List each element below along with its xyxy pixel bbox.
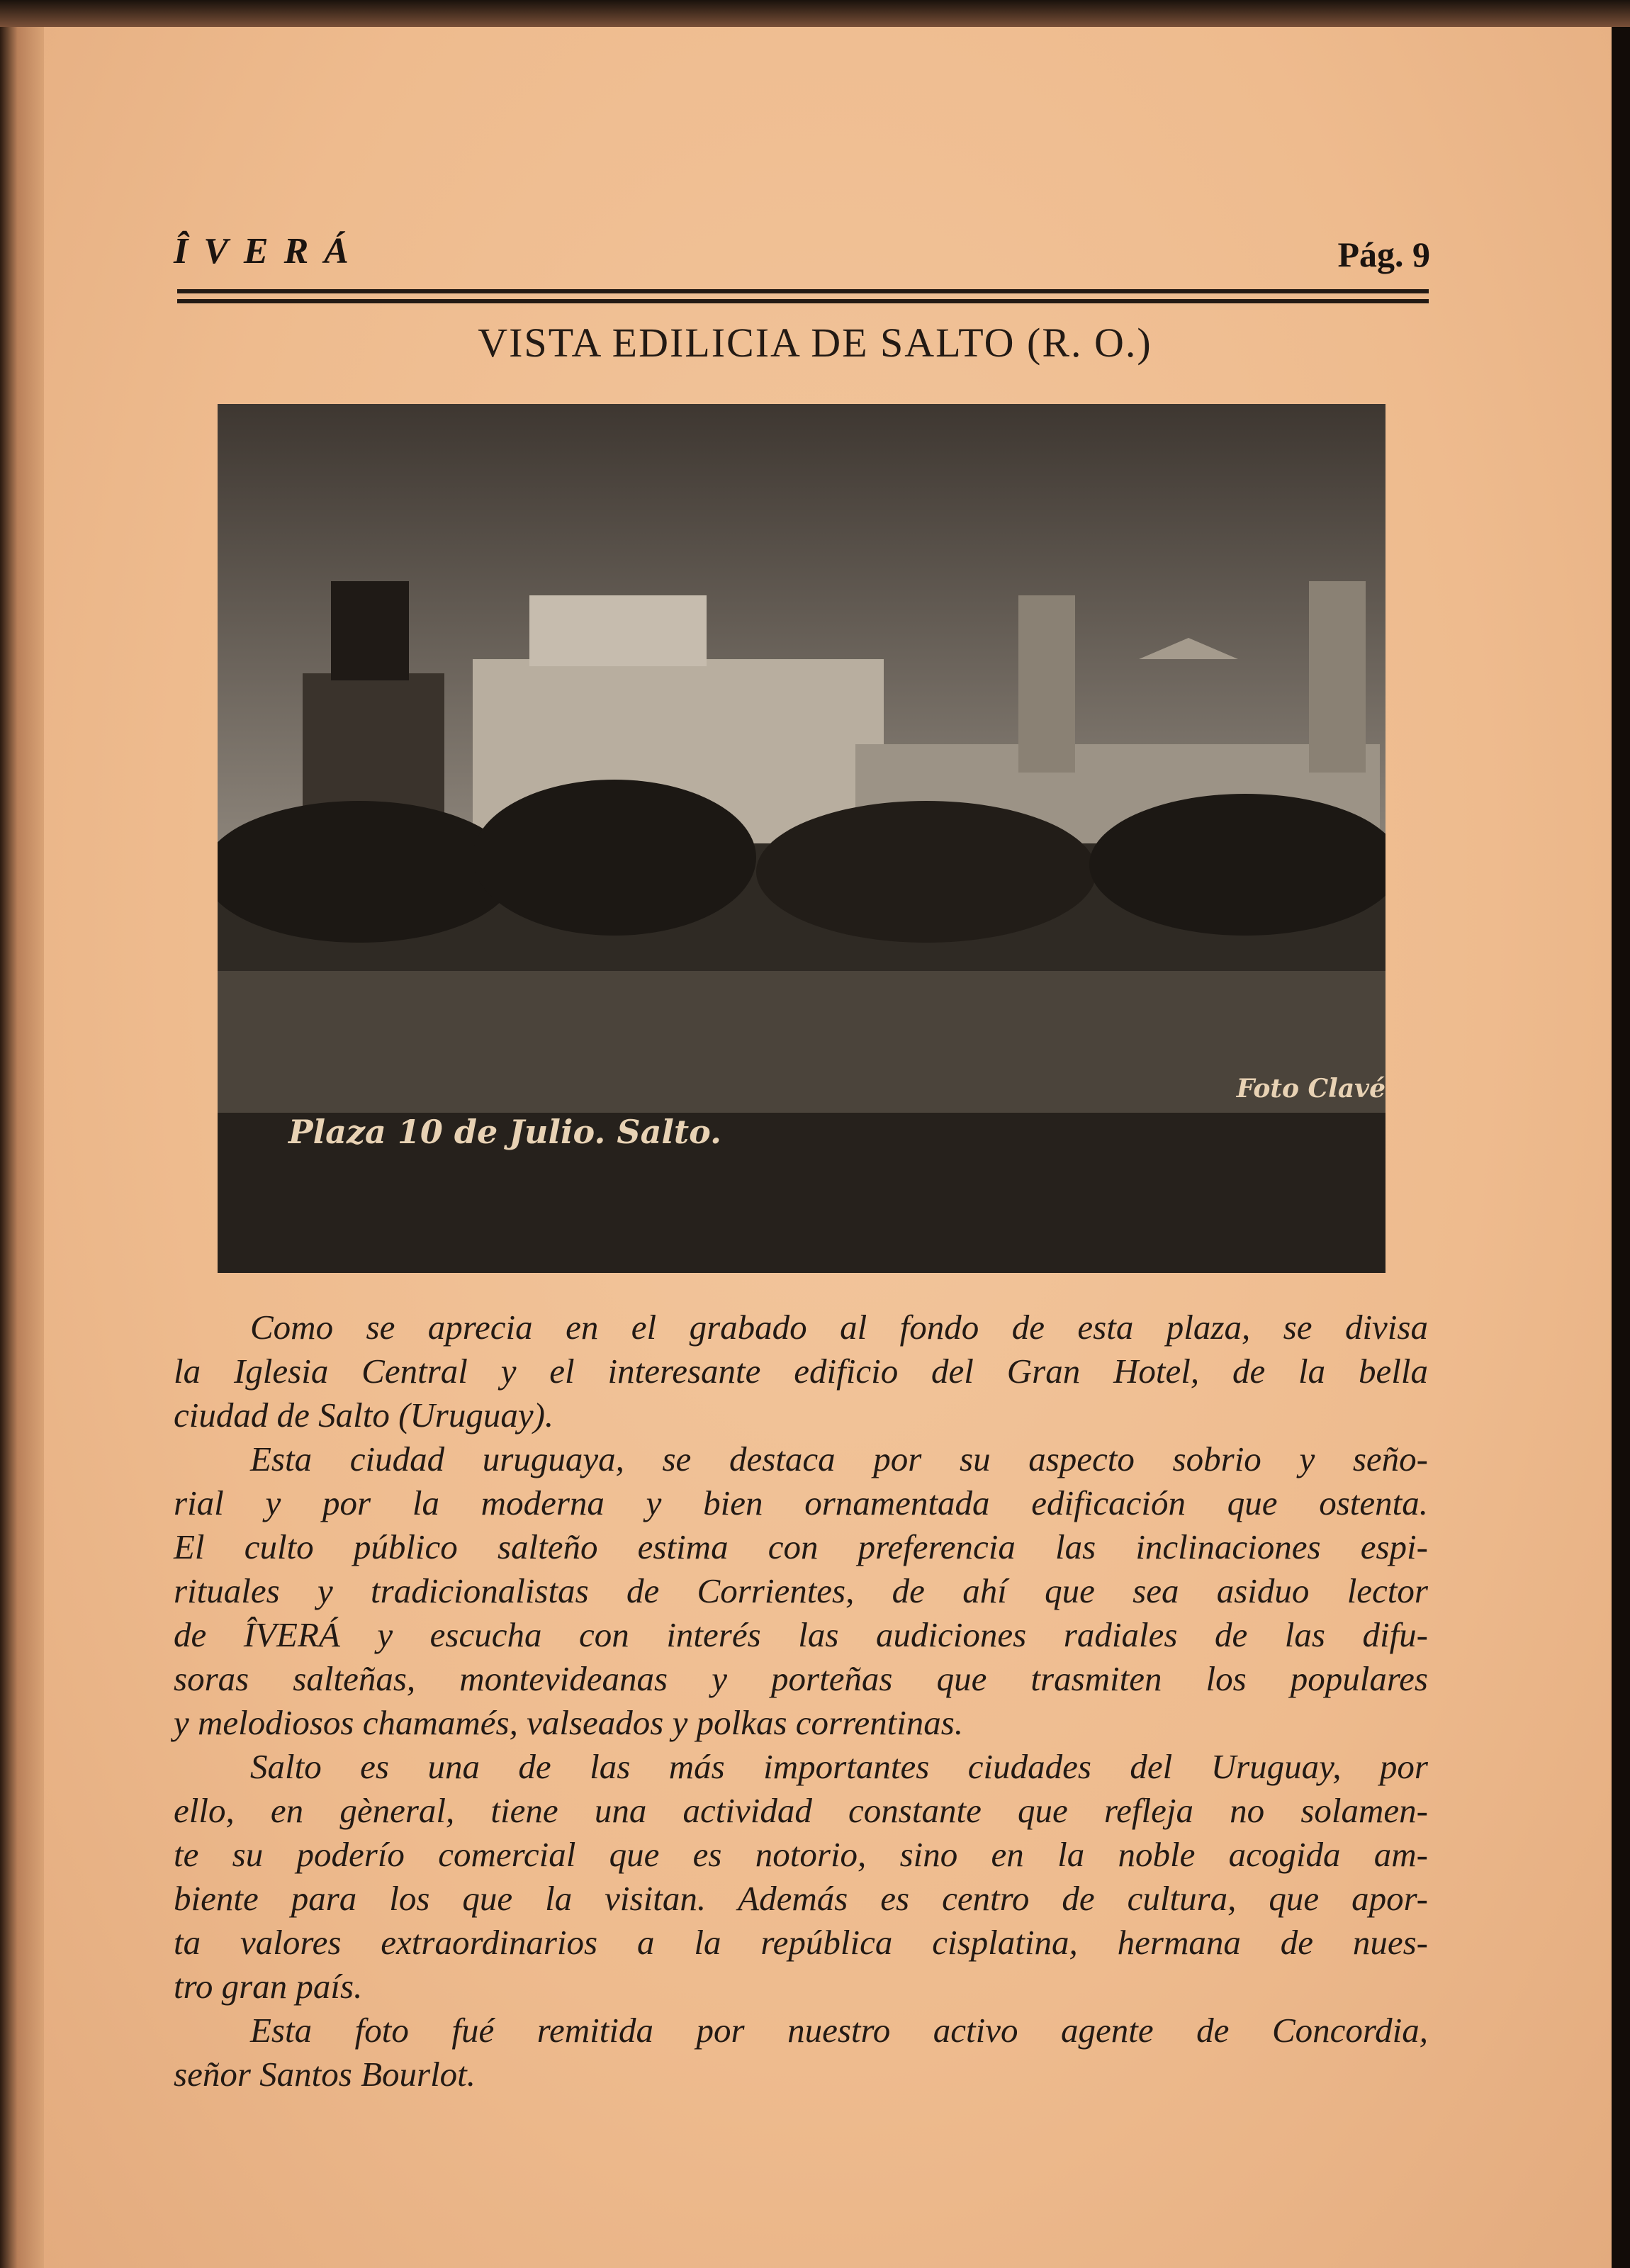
text-line: biente para los que la visitan. Además es centro de cultura, que apor- [174,1879,1428,1918]
article-photo [218,404,1386,1273]
text-line: El culto público salteño estima con preferencia las inclinaciones espi- [174,1527,1428,1566]
text-line: soras salteñas, montevideanas y porteñas que trasmiten los populares [174,1659,1428,1698]
text-line: ello, en gèneral, tiene una actividad constante que refleja no solamen- [174,1791,1428,1830]
text-line: Esta ciudad uruguaya, se destaca por su aspecto sobrio y seño- [250,1439,1428,1478]
text-line: Esta foto fué remitida por nuestro activo agente de Concordia, [250,2011,1428,2050]
text-line: y melodiosos chamamés, valseados y polkas correntinas. [174,1703,964,1742]
text-line: tro gran país. [174,1967,363,2006]
text-line: rial y por la moderna y bien ornamentada edificación que ostenta. [174,1483,1428,1522]
text-line: te su poderío comercial que es notorio, sino en la noble acogida am- [174,1835,1428,1874]
publication-name: ÎVERÁ [174,231,364,271]
page-number: Pág. 9 [1337,235,1430,274]
photo-caption: Plaza 10 de Julio. Salto. [288,1113,721,1151]
text-line: ciudad de Salto (Uruguay). [174,1396,554,1435]
header-rule-top [177,289,1429,293]
header-rule-bottom [177,299,1429,303]
text-line: la Iglesia Central y el interesante edificio del Gran Hotel, de la bella [174,1352,1428,1391]
page-top-edge [0,0,1630,27]
text-line: de ÎVERÁ y escucha con interés las audiciones radiales de las difu- [174,1615,1428,1654]
text-line: Como se aprecia en el grabado al fondo de esta plaza, se divisa [250,1308,1428,1347]
text-line: rituales y tradicionalistas de Corrientes, de ahí que sea asiduo lector [174,1571,1428,1610]
article-body [174,1306,1428,2096]
photo-credit: Foto Clavé [1236,1074,1386,1104]
text-line: ta valores extraordinarios a la república cisplatina, hermana de nues- [174,1923,1428,1962]
text-line: señor Santos Bourlot. [174,2055,476,2094]
article-title: VISTA EDILICIA DE SALTO (R. O.) [478,320,1152,366]
text-line: Salto es una de las más importantes ciudades del Uruguay, por [250,1747,1428,1786]
